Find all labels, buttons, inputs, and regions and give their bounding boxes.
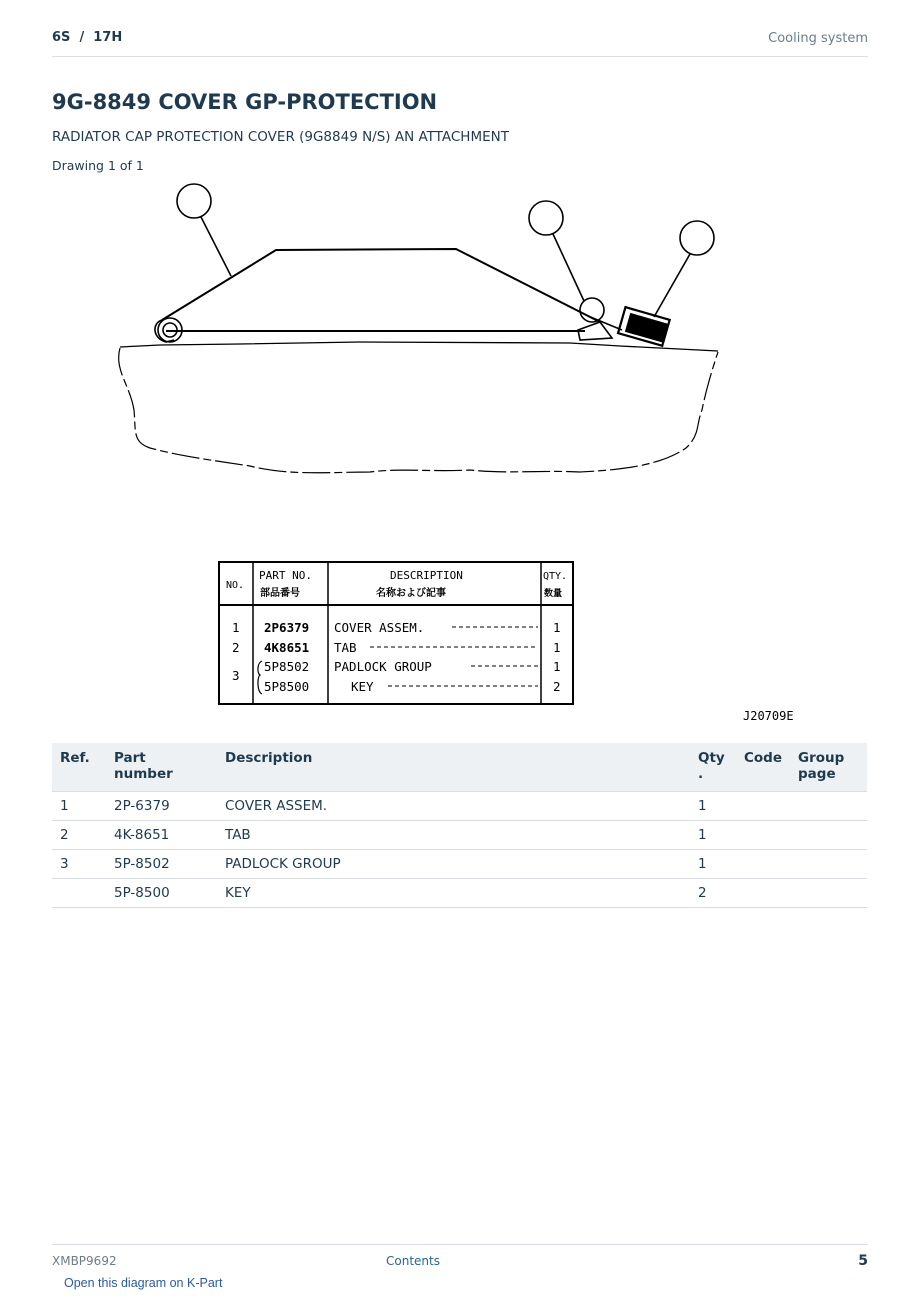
- cell-part-number: 5P-8500: [106, 879, 217, 908]
- table-row: [52, 821, 867, 850]
- cell-ref: 1: [52, 792, 106, 821]
- legend-part-2: 4K8651: [264, 640, 310, 655]
- table-row: [52, 879, 867, 908]
- cell-code: [736, 850, 790, 879]
- contents-link[interactable]: Contents: [386, 1254, 440, 1268]
- legend-header-part-no-jp: 部品番号: [260, 588, 300, 599]
- parts-diagram: [100, 180, 820, 730]
- cell-part-number: 5P-8502: [106, 850, 217, 879]
- legend-no-3: 3: [232, 668, 240, 683]
- callout-circle-3: [680, 221, 714, 255]
- column-header-ref: Ref.: [52, 743, 106, 792]
- parts-table-header: [52, 743, 867, 792]
- cell-qty: 1: [690, 821, 736, 850]
- legend-qty-2: 1: [553, 640, 561, 655]
- parts-table: [52, 743, 867, 908]
- legend-desc-2: TAB: [334, 640, 357, 655]
- legend-header-description: DESCRIPTION: [390, 569, 463, 582]
- cell-description: TAB: [217, 821, 690, 850]
- callout-circle-2: [529, 201, 563, 235]
- illustration: [119, 184, 718, 473]
- callout-circle-1: [177, 184, 211, 218]
- legend-desc-4: KEY: [351, 679, 374, 694]
- cell-ref: 3: [52, 850, 106, 879]
- legend-qty-1: 1: [553, 620, 561, 635]
- column-header-code: Code: [736, 743, 790, 792]
- legend-qty-4: 2: [553, 679, 561, 694]
- legend-part-1: 2P6379: [264, 620, 310, 635]
- legend-part-3: 5P8502: [264, 659, 310, 674]
- cell-qty: 2: [690, 879, 736, 908]
- page-number: 5: [858, 1253, 868, 1269]
- legend-desc-3: PADLOCK GROUP: [334, 659, 432, 674]
- table-row: [52, 850, 867, 879]
- cell-code: [736, 879, 790, 908]
- section-name: Cooling system: [768, 31, 868, 46]
- column-header-part-number: Part number: [106, 743, 217, 792]
- breadcrumb: 6S / 17H: [52, 30, 123, 45]
- page-header: [52, 28, 868, 57]
- cell-description: COVER ASSEM.: [217, 792, 690, 821]
- legend-part-4: 5P8500: [264, 679, 310, 694]
- legend-header-qty: QTY.: [543, 571, 568, 582]
- cell-part-number: 2P-6379: [106, 792, 217, 821]
- cell-group-page: [790, 850, 867, 879]
- cell-description: PADLOCK GROUP: [217, 850, 690, 879]
- cell-qty: 1: [690, 850, 736, 879]
- legend-header-no: NO.: [226, 580, 245, 591]
- cell-part-number: 4K-8651: [106, 821, 217, 850]
- cell-code: [736, 821, 790, 850]
- legend-no-2: 2: [232, 640, 240, 655]
- cell-qty: 1: [690, 792, 736, 821]
- column-header-qty: Qty .: [690, 743, 736, 792]
- document-code: XMBP9692: [52, 1254, 117, 1268]
- page-footer: [52, 1244, 868, 1275]
- legend-desc-1: COVER ASSEM.: [334, 620, 425, 635]
- drawing-count: Drawing 1 of 1: [52, 158, 144, 173]
- legend-header-part-no: PART NO.: [259, 569, 312, 582]
- cell-group-page: [790, 792, 867, 821]
- cell-code: [736, 792, 790, 821]
- open-in-kpart-link[interactable]: Open this diagram on K-Part: [64, 1276, 223, 1290]
- column-header-description: Description: [217, 743, 690, 792]
- cell-group-page: [790, 821, 867, 850]
- drawing-legend: [219, 562, 794, 723]
- legend-qty-3: 1: [553, 659, 561, 674]
- legend-header-qty-jp: 数量: [544, 589, 563, 599]
- cell-group-page: [790, 879, 867, 908]
- drawing-code: J20709E: [743, 709, 794, 723]
- cell-description: KEY: [217, 879, 690, 908]
- cell-ref: 2: [52, 821, 106, 850]
- cell-ref: [52, 879, 106, 908]
- page-subtitle: RADIATOR CAP PROTECTION COVER (9G8849 N/S) AN ATTACHMENT: [52, 129, 509, 145]
- legend-no-1: 1: [232, 620, 240, 635]
- table-row: [52, 792, 867, 821]
- page-title: 9G-8849 COVER GP-PROTECTION: [52, 90, 438, 114]
- column-header-group-page: Group page: [790, 743, 867, 792]
- legend-header-description-jp: 名称および記事: [376, 588, 446, 599]
